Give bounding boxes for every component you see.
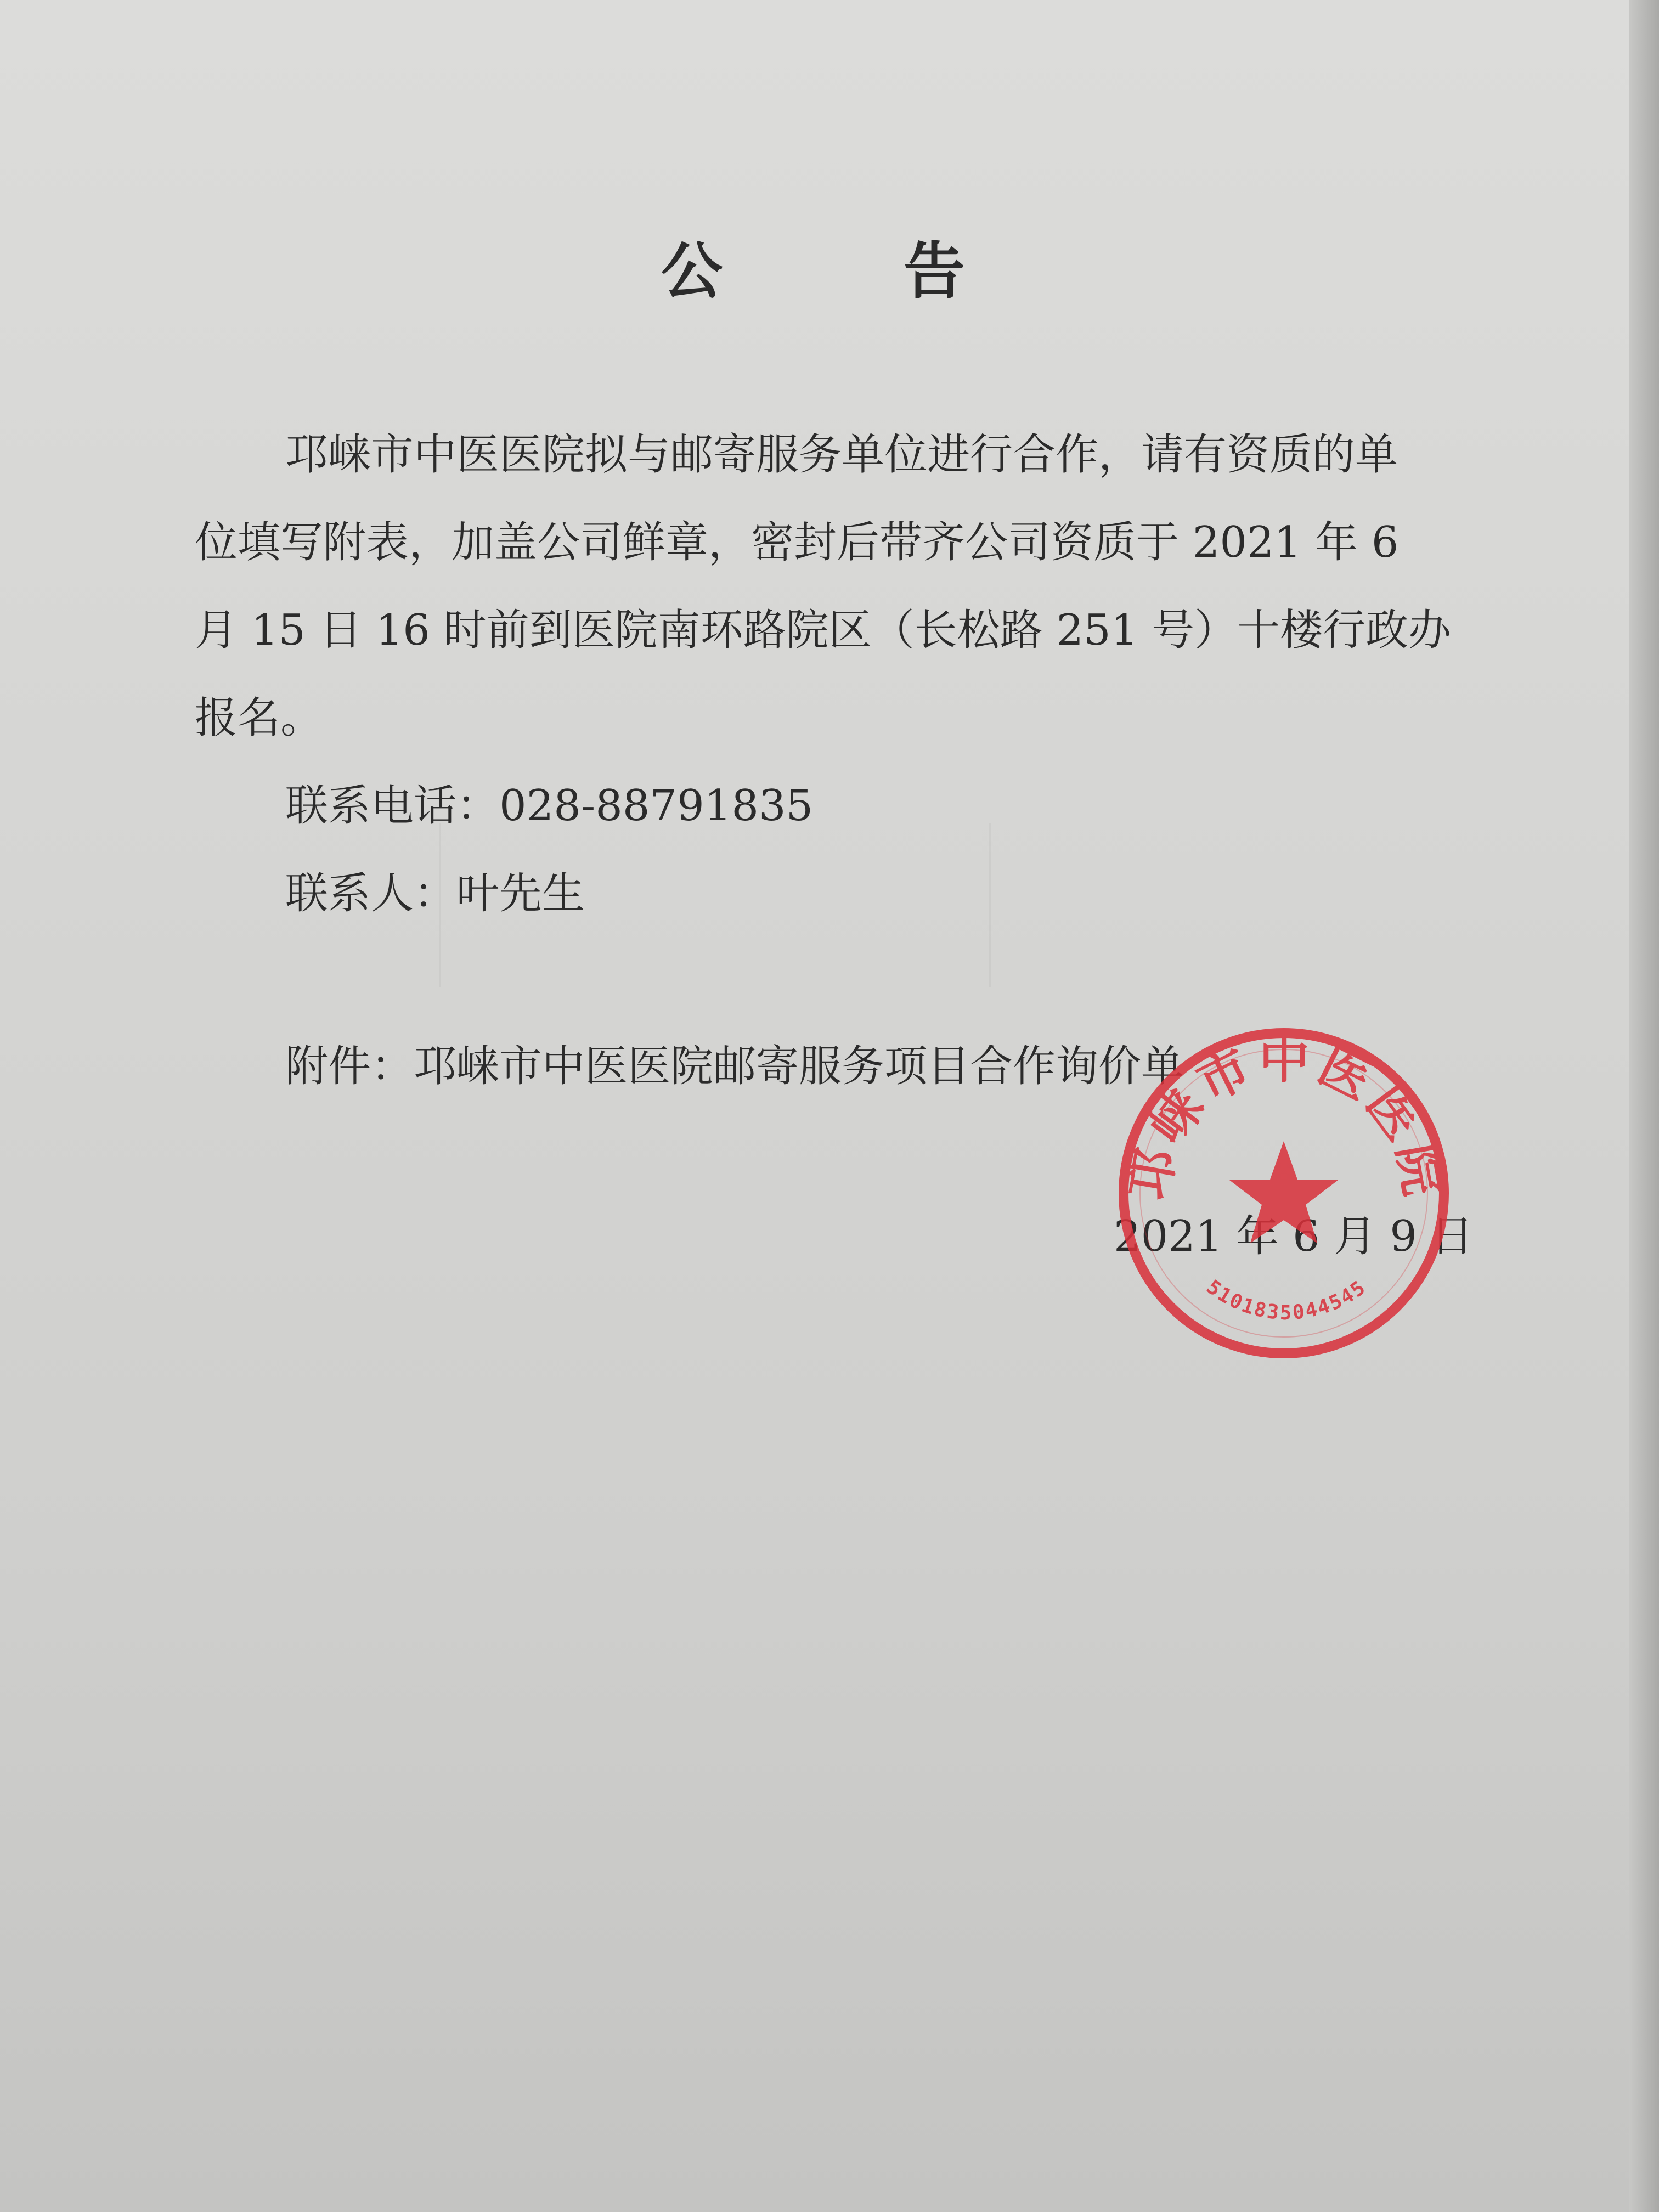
seal-org-name: 邛崃市中医医院: [1119, 1030, 1454, 1204]
paper-edge-shadow: [1629, 0, 1659, 2212]
attachment-line: 附件：邛崃市中医医院邮寄服务项目合作询价单: [285, 1042, 1184, 1091]
notice-title: [661, 222, 965, 311]
official-seal: [1114, 1023, 1454, 1363]
body-line-2: 位填写附表，加盖公司鲜章，密封后带齐公司资质于 2021 年 6: [195, 518, 1399, 567]
title-char-right: 告: [904, 235, 965, 307]
seal-star-icon: [1229, 1141, 1338, 1243]
body-line-4: 报名。: [195, 693, 324, 743]
body-line-3: 月 15 日 16 时前到医院南环路院区（长松路 251 号）十楼行政办: [195, 606, 1452, 655]
seal-code: 5101835044545: [1202, 1276, 1371, 1324]
notice-date: 2021 年 6 月 9 日: [1114, 1212, 1474, 1261]
contact-phone: 联系电话：028-88791835: [285, 781, 814, 831]
body-line-1: 邛崃市中医医院拟与邮寄服务单位进行合作，请有资质的单: [285, 430, 1398, 479]
title-char-left: 公: [661, 235, 723, 307]
contact-person: 联系人：叶先生: [285, 869, 585, 918]
